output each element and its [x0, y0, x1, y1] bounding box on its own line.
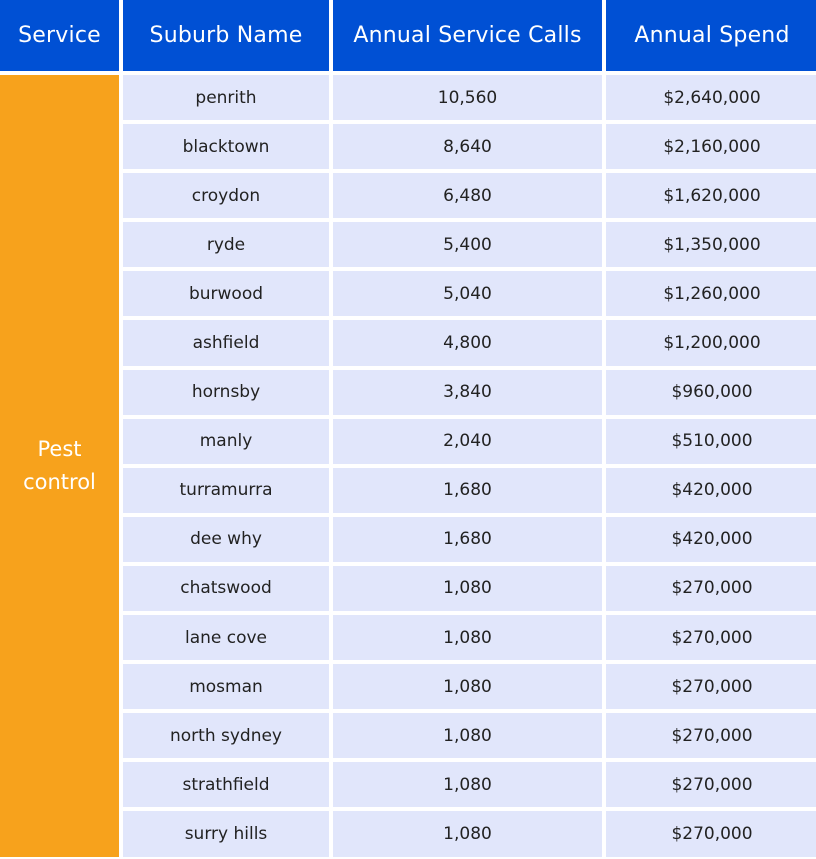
suburb-cell: surry hills — [123, 811, 329, 856]
spend-cell: $270,000 — [606, 811, 816, 856]
calls-cell: 5,040 — [333, 271, 602, 316]
suburb-cell: strathfield — [123, 762, 329, 807]
calls-cell: 1,680 — [333, 468, 602, 513]
suburb-cell: burwood — [123, 271, 329, 316]
calls-cell: 6,480 — [333, 173, 602, 218]
calls-cell: 1,080 — [333, 615, 602, 660]
spend-cell: $1,260,000 — [606, 271, 816, 316]
calls-cell: 3,840 — [333, 370, 602, 415]
calls-cell: 1,080 — [333, 762, 602, 807]
suburb-cell: mosman — [123, 664, 329, 709]
calls-cell: 5,400 — [333, 222, 602, 267]
suburb-cell: croydon — [123, 173, 329, 218]
calls-cell: 4,800 — [333, 320, 602, 365]
calls-cell: 1,080 — [333, 713, 602, 758]
spend-cell: $2,640,000 — [606, 75, 816, 120]
calls-cell: 1,080 — [333, 811, 602, 856]
suburb-cell: manly — [123, 419, 329, 464]
spend-cell: $270,000 — [606, 664, 816, 709]
calls-cell: 10,560 — [333, 75, 602, 120]
calls-cell: 2,040 — [333, 419, 602, 464]
spend-cell: $270,000 — [606, 615, 816, 660]
spend-cell: $420,000 — [606, 517, 816, 562]
service-cell: Pest control — [0, 75, 119, 857]
spend-cell: $420,000 — [606, 468, 816, 513]
header-annual-spend: Annual Spend — [606, 0, 816, 71]
spend-cell: $270,000 — [606, 713, 816, 758]
suburb-cell: blacktown — [123, 124, 329, 169]
suburb-cell: hornsby — [123, 370, 329, 415]
header-service: Service — [0, 0, 119, 71]
spend-cell: $1,620,000 — [606, 173, 816, 218]
suburb-cell: ashfield — [123, 320, 329, 365]
spend-cell: $510,000 — [606, 419, 816, 464]
spend-cell: $2,160,000 — [606, 124, 816, 169]
suburb-cell: ryde — [123, 222, 329, 267]
spend-cell: $1,200,000 — [606, 320, 816, 365]
suburb-cell: lane cove — [123, 615, 329, 660]
spend-cell: $960,000 — [606, 370, 816, 415]
suburb-cell: dee why — [123, 517, 329, 562]
spend-cell: $270,000 — [606, 566, 816, 611]
calls-cell: 1,080 — [333, 566, 602, 611]
calls-cell: 1,680 — [333, 517, 602, 562]
suburb-cell: turramurra — [123, 468, 329, 513]
header-suburb-name: Suburb Name — [123, 0, 329, 71]
calls-cell: 1,080 — [333, 664, 602, 709]
header-annual-service-calls: Annual Service Calls — [333, 0, 602, 71]
calls-cell: 8,640 — [333, 124, 602, 169]
suburb-cell: chatswood — [123, 566, 329, 611]
spend-cell: $1,350,000 — [606, 222, 816, 267]
suburb-cell: penrith — [123, 75, 329, 120]
suburb-cell: north sydney — [123, 713, 329, 758]
spend-cell: $270,000 — [606, 762, 816, 807]
